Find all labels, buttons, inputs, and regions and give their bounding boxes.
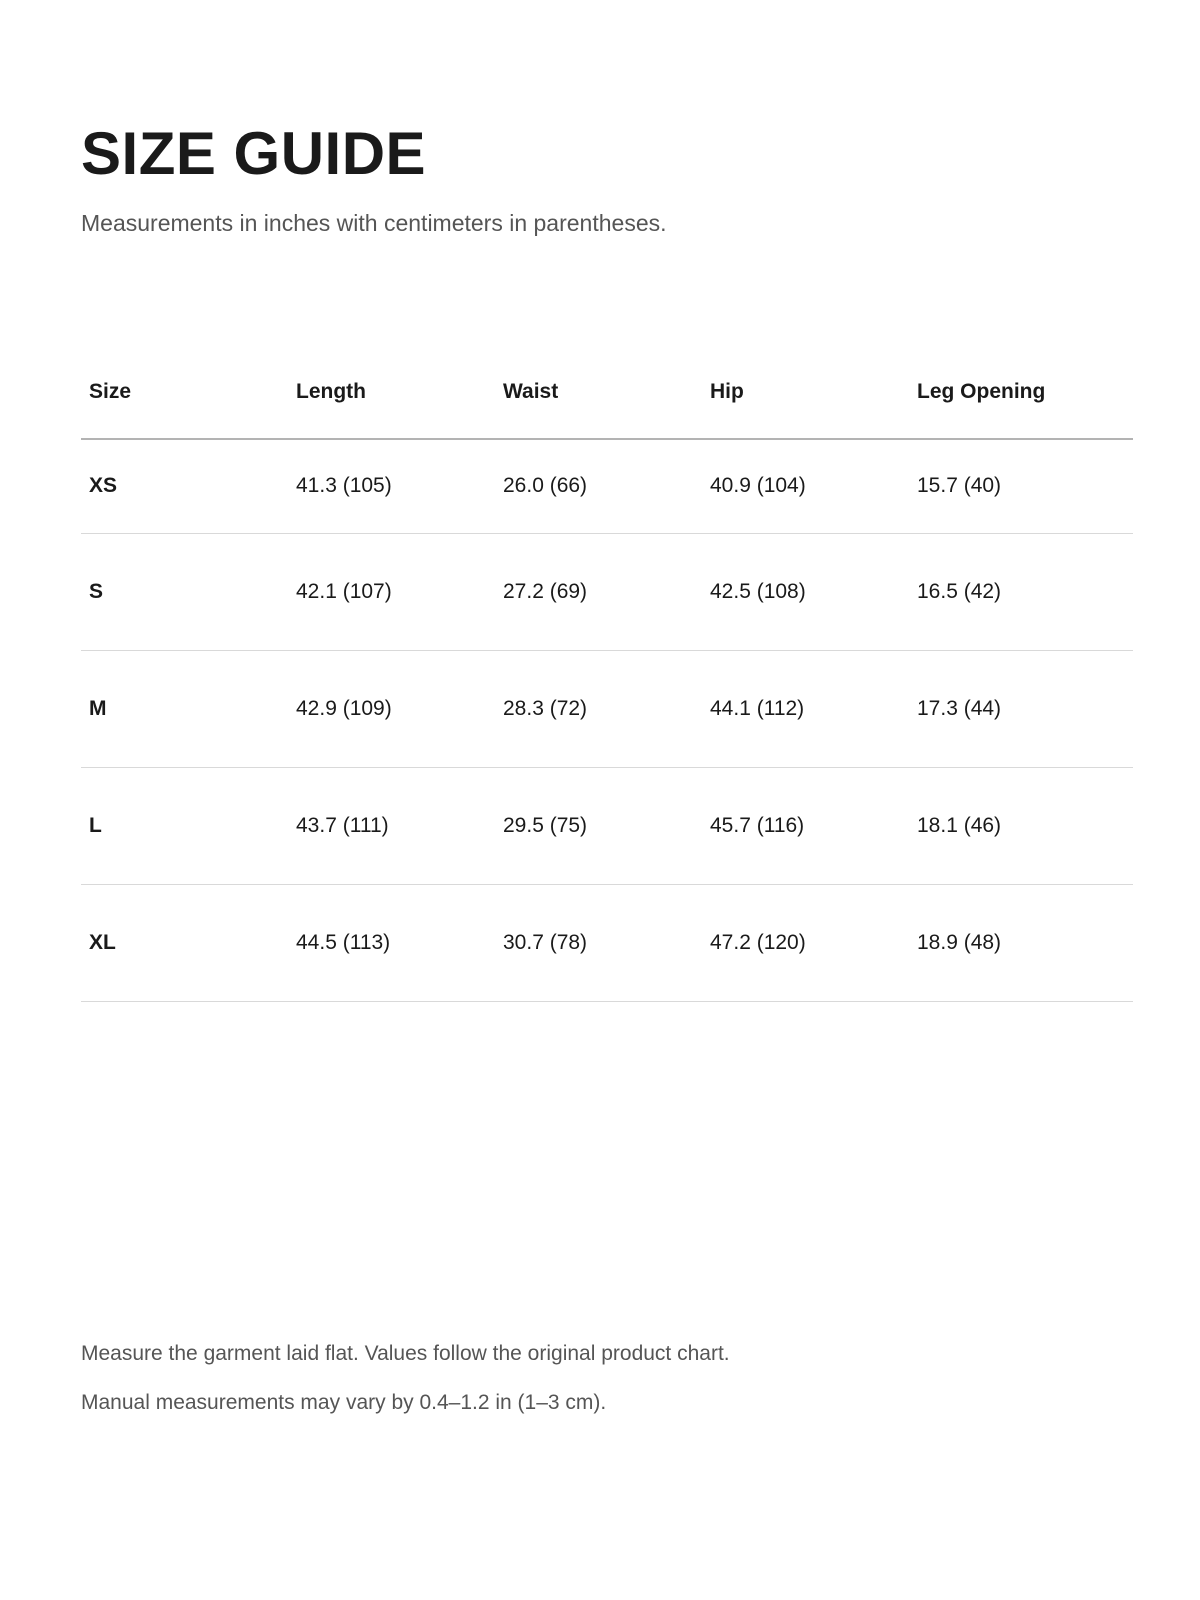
waist-cell: 29.5 (75) — [495, 767, 702, 884]
hip-cell: 44.1 (112) — [702, 650, 909, 767]
size-cell: XL — [81, 884, 288, 1001]
table-header-row — [81, 345, 1133, 439]
column-header-size: Size — [81, 345, 288, 439]
waist-cell: 26.0 (66) — [495, 439, 702, 533]
page-title: SIZE GUIDE — [81, 120, 427, 187]
leg-opening-cell: 18.1 (46) — [909, 767, 1133, 884]
size-guide-page — [81, 0, 1133, 1600]
column-header-leg-opening: Leg Opening — [909, 345, 1133, 439]
length-cell: 43.7 (111) — [288, 767, 495, 884]
size-cell: XS — [81, 439, 288, 533]
column-header-waist: Waist — [495, 345, 702, 439]
footnote-measure: Measure the garment laid flat. Values follow the original product chart. — [81, 1342, 730, 1365]
leg-opening-cell: 15.7 (40) — [909, 439, 1133, 533]
leg-opening-cell: 16.5 (42) — [909, 533, 1133, 650]
table-row — [81, 767, 1133, 884]
length-cell: 41.3 (105) — [288, 439, 495, 533]
table-row — [81, 884, 1133, 1001]
size-cell: S — [81, 533, 288, 650]
length-cell: 44.5 (113) — [288, 884, 495, 1001]
footnote-variance: Manual measurements may vary by 0.4–1.2 in (1–3 cm). — [81, 1391, 607, 1414]
hip-cell: 40.9 (104) — [702, 439, 909, 533]
hip-cell: 47.2 (120) — [702, 884, 909, 1001]
column-header-length: Length — [288, 345, 495, 439]
size-table — [81, 345, 1133, 1002]
waist-cell: 30.7 (78) — [495, 884, 702, 1001]
table-row — [81, 439, 1133, 533]
size-cell: M — [81, 650, 288, 767]
hip-cell: 45.7 (116) — [702, 767, 909, 884]
page-subtitle: Measurements in inches with centimeters in parentheses. — [81, 210, 667, 236]
length-cell: 42.9 (109) — [288, 650, 495, 767]
size-cell: L — [81, 767, 288, 884]
leg-opening-cell: 18.9 (48) — [909, 884, 1133, 1001]
waist-cell: 27.2 (69) — [495, 533, 702, 650]
column-header-hip: Hip — [702, 345, 909, 439]
waist-cell: 28.3 (72) — [495, 650, 702, 767]
hip-cell: 42.5 (108) — [702, 533, 909, 650]
table-row — [81, 533, 1133, 650]
length-cell: 42.1 (107) — [288, 533, 495, 650]
table-row — [81, 650, 1133, 767]
leg-opening-cell: 17.3 (44) — [909, 650, 1133, 767]
